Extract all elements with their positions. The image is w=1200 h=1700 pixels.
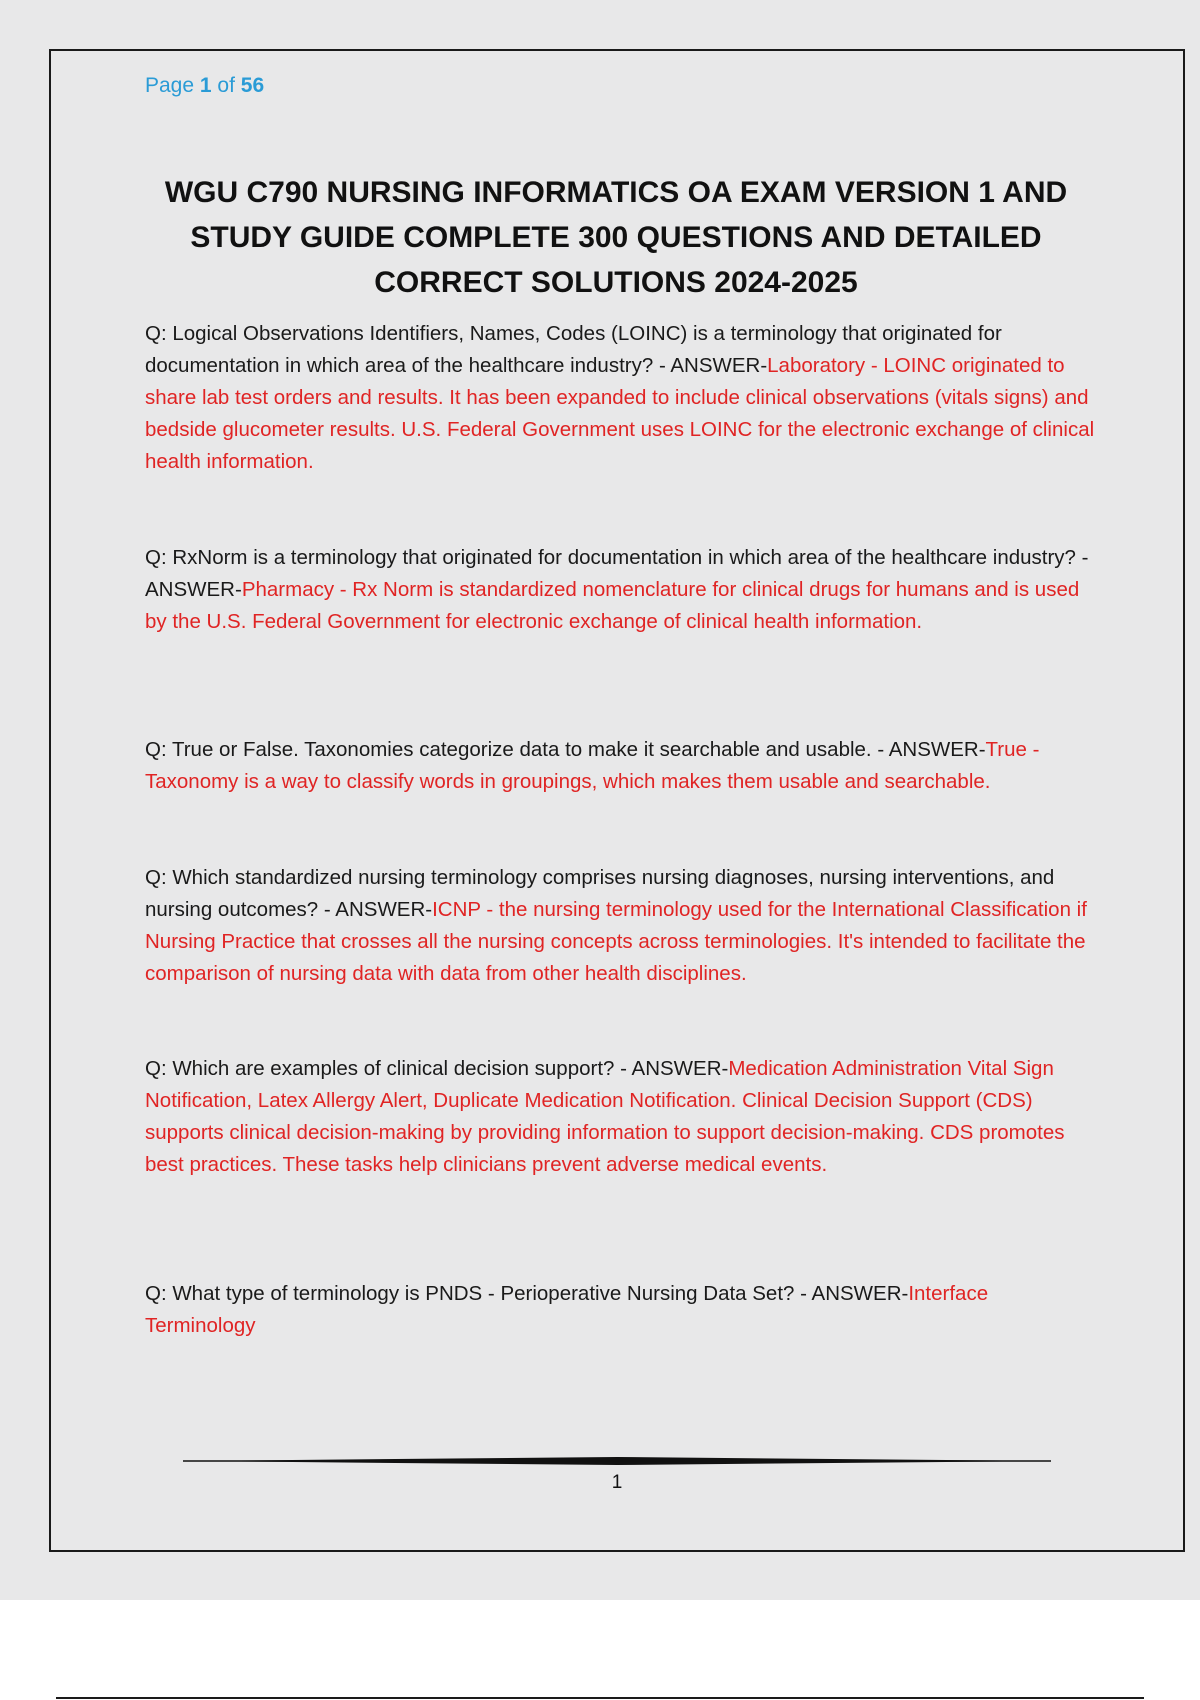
page-total: 56 — [240, 74, 265, 97]
qa-item — [145, 734, 1100, 798]
answer-text: Pharmacy - Rx Norm is standardized nomenclature for clinical drugs for humans and is used by the U.S. Federal Government for electronic exchange of clinical health information. — [145, 578, 1080, 633]
answer-text: Laboratory - LOINC originated to share lab test orders and results. It has been expanded to include clinical observations (vitals signs) and bedside glucometer results. U.S. Federal Government uses LOINC for the electronic exchange of clinical health information. — [145, 354, 1095, 473]
question-text: Q: Logical Observations Identifiers, Names, Codes (LOINC) is a terminology that originated for documentation in which area of the healthcare industry? - ANSWER- — [145, 322, 1002, 377]
question-text: Q: RxNorm is a terminology that originated for documentation in which area of the healthcare industry? - ANSWER- — [145, 546, 1089, 601]
question-text: Q: Which standardized nursing terminology comprises nursing diagnoses, nursing interventions, and nursing outcomes? - ANSWER- — [145, 866, 1055, 921]
answer-text: Medication Administration Vital Sign Notification, Latex Allergy Alert, Duplicate Medication Notification. Clinical Decision Support (CDS) supports clinical decision-making by providing information to support decision-making. CDS promotes best practices. These tasks help clinicians prevent adverse medical events. — [145, 1057, 1065, 1176]
question-text: Q: Which are examples of clinical decision support? - ANSWER- — [145, 1057, 729, 1080]
page-prefix: Page — [145, 74, 200, 97]
document-title: WGU C790 NURSING INFORMATICS OA EXAM VERSION 1 AND STUDY GUIDE COMPLETE 300 QUESTIONS AND DETAILED CORRECT SOLUTIONS 2024-2025 — [164, 176, 1068, 299]
next-page-top-border — [56, 1697, 1144, 1699]
qa-item — [145, 862, 1100, 990]
page-indicator — [145, 74, 264, 98]
qa-item — [145, 1053, 1100, 1181]
answer-text: Interface Terminology — [145, 1282, 989, 1337]
qa-item — [145, 542, 1100, 638]
footer-divider — [183, 1457, 1051, 1465]
qa-item — [145, 318, 1100, 478]
qa-item — [145, 1278, 1100, 1342]
question-text: Q: What type of terminology is PNDS - Perioperative Nursing Data Set? - ANSWER- — [145, 1282, 909, 1305]
page-sep: of — [211, 74, 241, 97]
question-text: Q: True or False. Taxonomies categorize data to make it searchable and usable. - ANSWER- — [145, 738, 986, 761]
answer-text: True - Taxonomy is a way to classify words in groupings, which makes them usable and searchable. — [145, 738, 1040, 793]
page-current: 1 — [199, 74, 212, 97]
footer-page-number: 1 — [611, 1472, 623, 1493]
answer-text: ICNP - the nursing terminology used for the International Classification if Nursing Practice that crosses all the nursing concepts across terminologies. It's intended to facilitate the comparison of nursing data with data from other health disciplines. — [145, 898, 1087, 985]
